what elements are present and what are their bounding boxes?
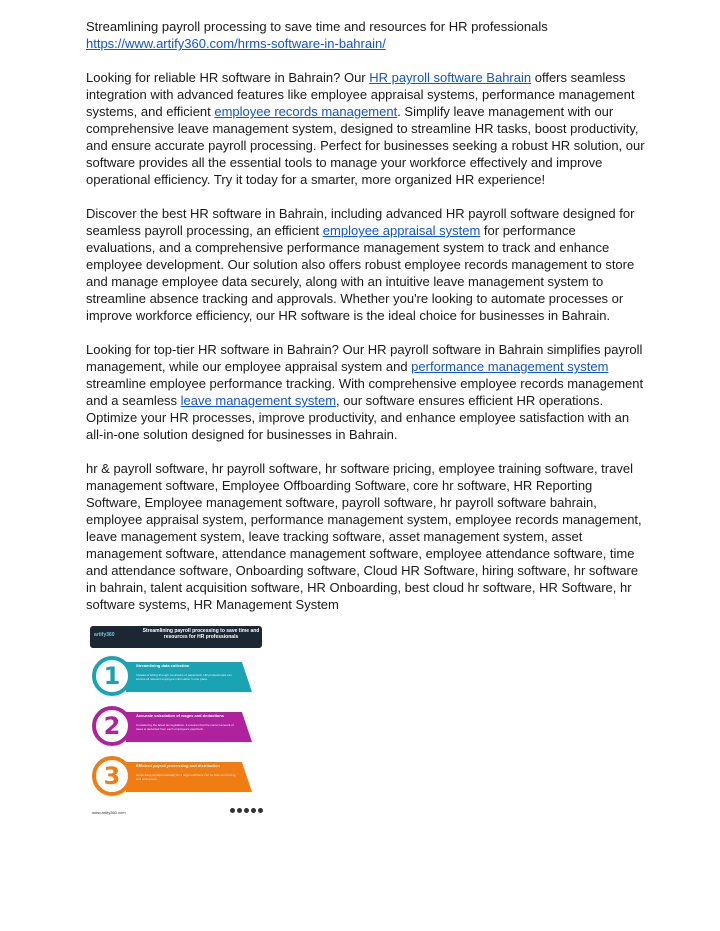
- source-link[interactable]: https://www.artify360.com/hrms-software-in-bahrain/: [86, 36, 386, 51]
- inline-link[interactable]: employee records management: [214, 104, 398, 119]
- step-body: Generating payslips manually for a large workforce can be time-consuming and error-prone.: [136, 773, 236, 781]
- paragraph-text: streamline employee performance tracking. With comprehensive employee records management and a seamless: [86, 376, 644, 408]
- document-title: Streamlining payroll processing to save time and resources for HR professionals: [86, 19, 548, 34]
- brand-logo: artify360: [94, 632, 115, 638]
- infographic-header: [90, 626, 262, 648]
- step-body: Instead of sifting through mountains of paperwork, HR professionals can access all relevant employee information in one place.: [136, 673, 232, 681]
- facebook-icon: [230, 808, 235, 813]
- paragraph: [86, 341, 646, 443]
- step-body: Considering the latest tax legislation, it ensures that the correct amount of taxes is deducted from each employee's paycheck.: [136, 723, 234, 731]
- step-number: 3: [92, 756, 132, 796]
- step-number: 1: [92, 656, 132, 696]
- infographic-footer-url: www.artify360.com: [92, 810, 126, 815]
- paragraphs: [86, 69, 646, 613]
- step-title: Efficient payroll processing and distribution: [136, 763, 220, 768]
- document-header: [86, 18, 646, 52]
- paragraph-text: hr & payroll software, hr payroll software, hr software pricing, employee training software, travel management software, Employee Offboarding Software, core hr software, HR Reporting Software, Employee management software, payroll software, hr payroll software bahrain, employee appraisal system, performance management system, employee records management, leave management system, leave tracking software, asset management system, asset management software, attendance management software, employee attendance software, time and attendance software, Onboarding software, Cloud HR Software, hiring software, hr software in bahrain, talent acquisition software, HR Onboarding, best cloud hr software, HR Software, hr software systems, HR Management System: [86, 461, 642, 612]
- paragraph-text: for performance evaluations, and a comprehensive performance management system to track and enhance employee development. Our solution also offers robust employee records management to store and manage employee data securely, along with an intuitive leave management system to streamline absence tracking and approvals. Whether you're looking to automate processes or improve workforce efficiency, our HR software is the ideal choice for businesses in Bahrain.: [86, 223, 635, 323]
- paragraph: [86, 205, 646, 324]
- inline-link[interactable]: leave management system: [180, 393, 337, 408]
- paragraph-text: Looking for reliable HR software in Bahrain? Our: [86, 70, 370, 85]
- paragraph-text: Discover the best HR software in Bahrain, including advanced HR payroll software designed for seamless payroll processing, an efficient: [86, 206, 635, 238]
- paragraph-text: , our software ensures efficient HR operations. Optimize your HR processes, improve productivity, and enhance employee satisfaction with an all-in-one solution designed for businesses in Bahrain.: [86, 393, 630, 442]
- step-1: [92, 656, 260, 700]
- inline-link[interactable]: performance management system: [411, 359, 609, 374]
- inline-link[interactable]: employee appraisal system: [322, 223, 481, 238]
- step-3: [92, 756, 260, 800]
- step-title: Accurate calculation of wages and deductions: [136, 713, 225, 718]
- paragraph: [86, 460, 646, 613]
- paragraph-text: . Simplify leave management with our comprehensive leave management system, designed to streamline HR tasks, boost productivity, and ensure accurate payroll processing. Perfect for businesses seeking a robust HR solution, our software provides all the essential tools to manage your workforce effectively and improve operational efficiency. Try it today for a smarter, more organized HR experience!: [86, 104, 645, 187]
- twitter-icon: [244, 808, 249, 813]
- instagram-icon: [237, 808, 242, 813]
- linkedin-icon: [251, 808, 256, 813]
- step-number: 2: [92, 706, 132, 746]
- infographic: [88, 626, 266, 818]
- document-body: [86, 18, 646, 630]
- paragraph-text: Looking for top-tier HR software in Bahrain? Our HR payroll software in Bahrain simplifies payroll management, while our employee appraisal system and: [86, 342, 643, 374]
- youtube-icon: [258, 808, 263, 813]
- step-title: Streamlining data collection: [136, 663, 190, 668]
- inline-link[interactable]: HR payroll software Bahrain: [369, 70, 532, 85]
- social-icons: [230, 808, 263, 813]
- infographic-title: Streamlining payroll processing to save time and resources for HR professionals: [142, 628, 260, 640]
- paragraph-text: offers seamless integration with advanced features like employee appraisal systems, performance management systems, and efficient: [86, 70, 635, 119]
- paragraph: [86, 69, 646, 188]
- step-2: [92, 706, 260, 750]
